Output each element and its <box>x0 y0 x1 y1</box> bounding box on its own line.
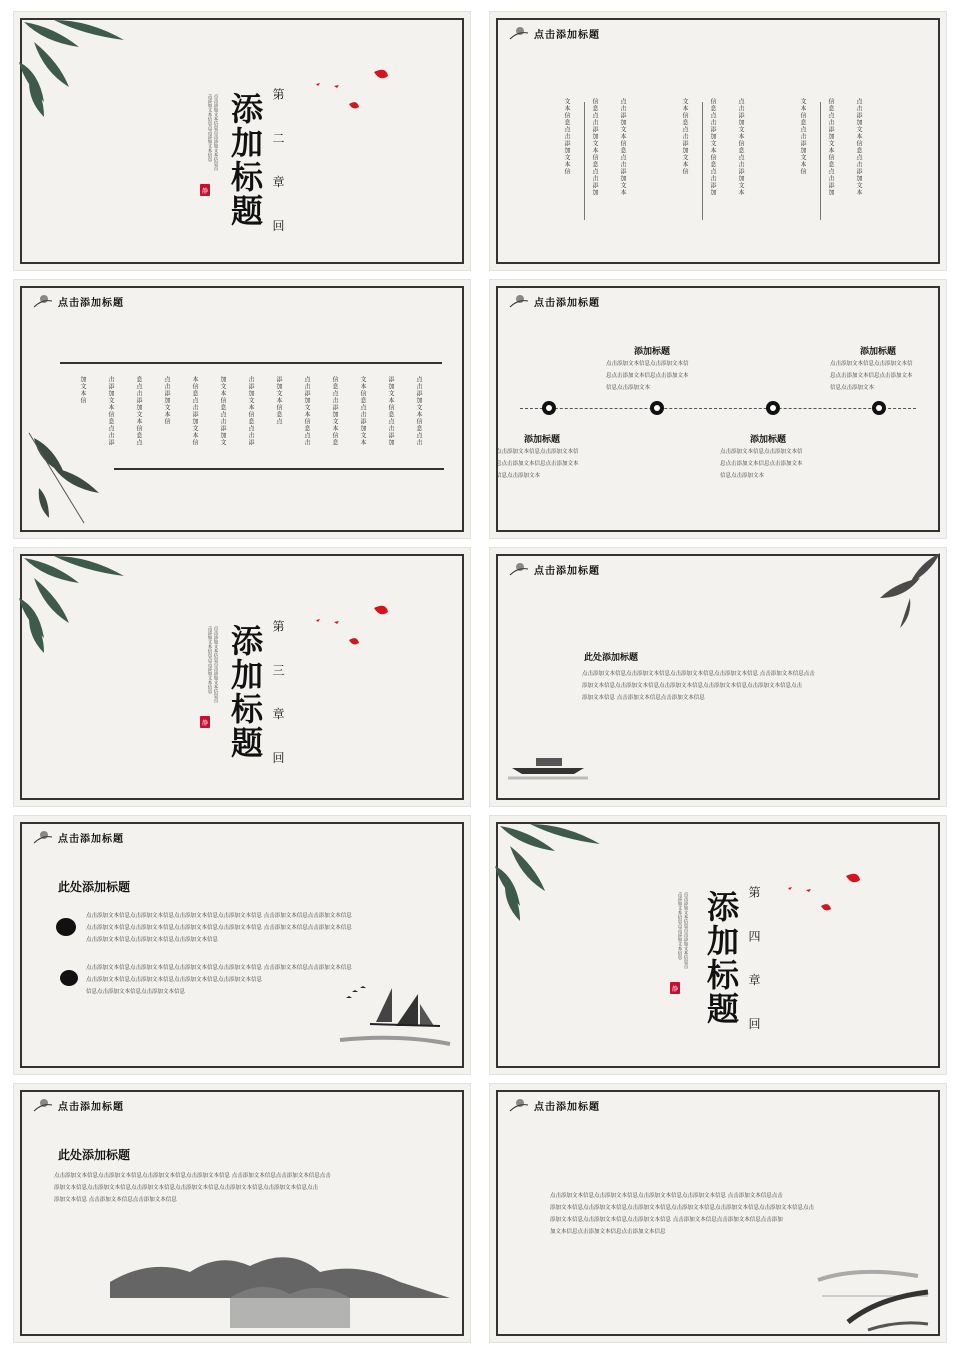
text-line: 信息点击添加文本 <box>496 473 541 479</box>
petal-icon <box>304 64 414 134</box>
text-column: 击添加文本信息点击添 <box>107 376 114 446</box>
chapter-title: 添加标题 <box>226 92 264 228</box>
slide-5-chapter[interactable] <box>14 548 470 806</box>
boat-icon <box>508 752 588 786</box>
bamboo-icon <box>870 548 946 638</box>
yinyang-icon <box>766 401 780 415</box>
chapter-side-text: 点击添加文本信息点击添加文本信息点击添加文本信息点击添加文本信息 <box>677 892 688 969</box>
timeline-heading: 添加标题 <box>634 347 671 357</box>
text-line: 信息点击添加文本 <box>720 473 765 479</box>
seal-stamp: 静 <box>200 716 210 728</box>
slide-header <box>508 1097 600 1113</box>
timeline-text <box>830 358 913 394</box>
bamboo-icon <box>14 548 134 658</box>
section-heading: 此处添加标题 <box>58 1148 131 1162</box>
bamboo-icon <box>490 816 610 926</box>
block-paragraph <box>86 962 352 998</box>
chapter-label: 第 四 章 回 <box>747 886 761 1044</box>
text-line: 点击添加文本信息点击添加文本信息点击添加文本信息点击添加文本信息 点击添加文本信息点击添加文本信息点击 <box>54 1173 331 1179</box>
text-column: 本信息点击添加文本信 <box>191 376 198 446</box>
text-line: 点击添加文本信息点击添加文本信息点击添加文本信息点击添加文本信息 点击添加文本信息点击 <box>550 1193 783 1199</box>
text-line: 点击添加文本信息点击添加文本信息点击添加文本信息点击添加文本信息 点击添加文本信息点击 <box>582 671 815 677</box>
text-column: 点击添加文本信息点击添加文本 <box>855 98 862 196</box>
text-line: 点击添加文本信息点击添加文本信息点击添加文本信息点击添加文本信息 点击添加文本信息点击添加文本信息 <box>86 913 352 919</box>
timeline-text <box>720 446 803 482</box>
slide-header <box>508 25 600 41</box>
slide-9-section[interactable] <box>14 1084 470 1342</box>
slide-header <box>32 293 124 309</box>
seal-stamp: 静 <box>200 184 210 196</box>
text-column: 加文本信息点击添加文 <box>219 376 226 446</box>
section-paragraph <box>54 1170 331 1206</box>
slide-header <box>32 1097 124 1113</box>
text-line: 点击添加文本信息点击添加文本信 <box>720 449 803 455</box>
text-line: 点击添加文本信息点击添加文本信息点击添加文本信息点击添加文本信息 点击添加文本信息点击添加文本信息 <box>86 925 352 931</box>
slide-7-section[interactable] <box>14 816 470 1074</box>
flower-icon <box>508 25 530 41</box>
text-line: 添加文本信息点击添加文本信息点击添加文本信息 点击添加文本信息点击添加文本信息点击添加 <box>550 1217 783 1223</box>
ink-blot-icon <box>56 918 76 936</box>
text-column: 信息点击添加文本信息 <box>331 376 338 446</box>
header-title: 点击添加标题 <box>534 29 600 41</box>
chapter-side-text: 点击添加文本信息点击添加文本信息点击添加文本信息点击添加文本信息 <box>207 626 218 703</box>
flower-icon <box>32 293 54 309</box>
chapter-label: 第 三 章 回 <box>271 620 285 778</box>
flower-icon <box>508 293 530 309</box>
header-title: 点击添加标题 <box>58 1101 124 1113</box>
text-column: 击添加文本信息点击添 <box>247 376 254 446</box>
block-paragraph <box>86 910 352 946</box>
text-line: 息点击添加文本信息点击添加文本 <box>496 461 579 467</box>
section-paragraph <box>550 1190 814 1238</box>
slide-header <box>508 561 600 577</box>
slide-10-section[interactable] <box>490 1084 946 1342</box>
text-line: 息点击添加文本信息点击添加文本 <box>606 373 689 379</box>
header-title: 点击添加标题 <box>534 297 600 309</box>
text-line: 点击添加文本信息点击添加文本信息点击添加文本信息点击添加文本信息 点击添加文本信息点击添加文本信息 <box>86 965 352 971</box>
yinyang-icon <box>650 401 664 415</box>
top-rule <box>60 362 442 364</box>
ink-blot-icon <box>60 970 78 986</box>
text-line: 息点击添加文本信息点击添加文本 <box>830 373 913 379</box>
text-column: 文本信息点击添加文本 <box>359 376 366 446</box>
header-title: 点击添加标题 <box>534 565 600 577</box>
slide-3-columns[interactable] <box>14 280 470 538</box>
text-line: 信息点击添加文本 <box>606 385 651 391</box>
slide-8-chapter[interactable] <box>490 816 946 1074</box>
header-title: 点击添加标题 <box>58 297 124 309</box>
section-heading: 此处添加标题 <box>58 880 131 894</box>
slide-header <box>32 829 124 845</box>
timeline-heading: 添加标题 <box>524 435 561 445</box>
text-column: 文本信息点击添加文本信 <box>563 98 570 175</box>
timeline-heading: 添加标题 <box>860 347 897 357</box>
header-title: 点击添加标题 <box>534 1101 600 1113</box>
column-divider <box>584 102 585 220</box>
text-column: 点击添加文本信息点击 <box>303 376 310 446</box>
text-line: 点击添加文本信息点击添加文本信息点击添加文本信息 <box>86 937 219 943</box>
text-line: 点击添加文本信息点击添加文本信 <box>496 449 579 455</box>
timeline-heading: 添加标题 <box>750 435 787 445</box>
column-divider <box>820 102 821 220</box>
chapter-label: 第 二 章 回 <box>271 88 285 246</box>
text-line: 点击添加文本信息点击添加文本信 <box>830 361 913 367</box>
text-line: 添加文本信息点击添加文本信息点击添加文本信息点击添加文本信息点击添加文本信息点击 <box>582 683 803 689</box>
text-column: 文本信息点击添加文本信 <box>799 98 806 175</box>
slide-header <box>508 293 600 309</box>
yinyang-icon <box>872 401 886 415</box>
section-heading: 此处添加标题 <box>584 653 639 663</box>
chapter-side-text: 点击添加文本信息点击添加文本信息点击添加文本信息点击添加文本信息 <box>207 94 218 171</box>
text-column: 信息点击添加文本信息点击添加 <box>709 98 716 196</box>
slide-6-section[interactable] <box>490 548 946 806</box>
text-column: 点击添加文本信息点击 <box>415 376 422 446</box>
flower-icon <box>508 1097 530 1113</box>
slide-4-timeline[interactable] <box>490 280 946 538</box>
text-column: 息点击添加文本信息点 <box>135 376 142 446</box>
bottom-rule <box>114 468 444 470</box>
text-line: 加文本信息点击添加文本信息点击添加文本信息 <box>550 1229 666 1235</box>
text-column: 添加文本信息点击添加 <box>387 376 394 446</box>
flower-icon <box>32 829 54 845</box>
chapter-title: 添加标题 <box>702 890 740 1026</box>
text-column: 添加文本信息点 <box>275 376 282 425</box>
text-line: 添加文本信息 点击添加文本信息点击添加文本信息 <box>54 1197 177 1203</box>
text-line: 添加文本信息点击添加文本信息点击添加文本信息点击添加文本信息点击添加文本信息点击添加文本信息点击 <box>54 1185 319 1191</box>
text-line: 添加文本信息点击添加文本信息点击添加文本信息点击添加文本信息点击添加文本信息点击添加文本信息点击 <box>550 1205 815 1211</box>
text-column: 点击添加文本信息点击添加文本 <box>619 98 626 196</box>
text-column: 加文本信 <box>79 376 86 404</box>
text-line: 点击添加文本信息点击添加文本信息点击添加文本信息点击添加文本信息 <box>86 977 263 983</box>
slide-2-columns[interactable] <box>490 12 946 270</box>
text-column: 信息点击添加文本信息点击添加 <box>827 98 834 196</box>
column-divider <box>702 102 703 220</box>
sailboat-icon <box>330 982 460 1062</box>
petal-icon <box>304 600 414 670</box>
text-column: 点击添加文本信 <box>163 376 170 425</box>
slide-1-chapter[interactable] <box>14 12 470 270</box>
flower-icon <box>32 1097 54 1113</box>
petal-icon <box>776 868 886 938</box>
header-title: 点击添加标题 <box>58 833 124 845</box>
text-line: 点击添加文本信息点击添加文本信 <box>606 361 689 367</box>
bamboo-icon <box>24 428 104 528</box>
text-line: 添加文本信息 点击添加文本信息点击添加文本信息 <box>582 695 705 701</box>
text-column: 文本信息点击添加文本信 <box>681 98 688 175</box>
text-column: 信息点击添加文本信息点击添加 <box>591 98 598 196</box>
timeline-text <box>496 446 579 482</box>
text-line: 信息点击添加文本信息点击添加文本信息 <box>86 989 186 995</box>
seal-stamp: 静 <box>670 982 680 994</box>
timeline-text <box>606 358 689 394</box>
text-line: 息点击添加文本信息点击添加文本 <box>720 461 803 467</box>
chapter-title: 添加标题 <box>226 624 264 760</box>
section-paragraph <box>582 668 815 704</box>
bamboo-icon <box>14 12 134 122</box>
flower-icon <box>508 561 530 577</box>
river-scene-icon <box>808 1260 938 1336</box>
text-column: 点击添加文本信息点击添加文本 <box>737 98 744 196</box>
yinyang-icon <box>542 401 556 415</box>
mountain-icon <box>110 1238 450 1338</box>
text-line: 信息点击添加文本 <box>830 385 875 391</box>
timeline-line <box>520 408 916 409</box>
